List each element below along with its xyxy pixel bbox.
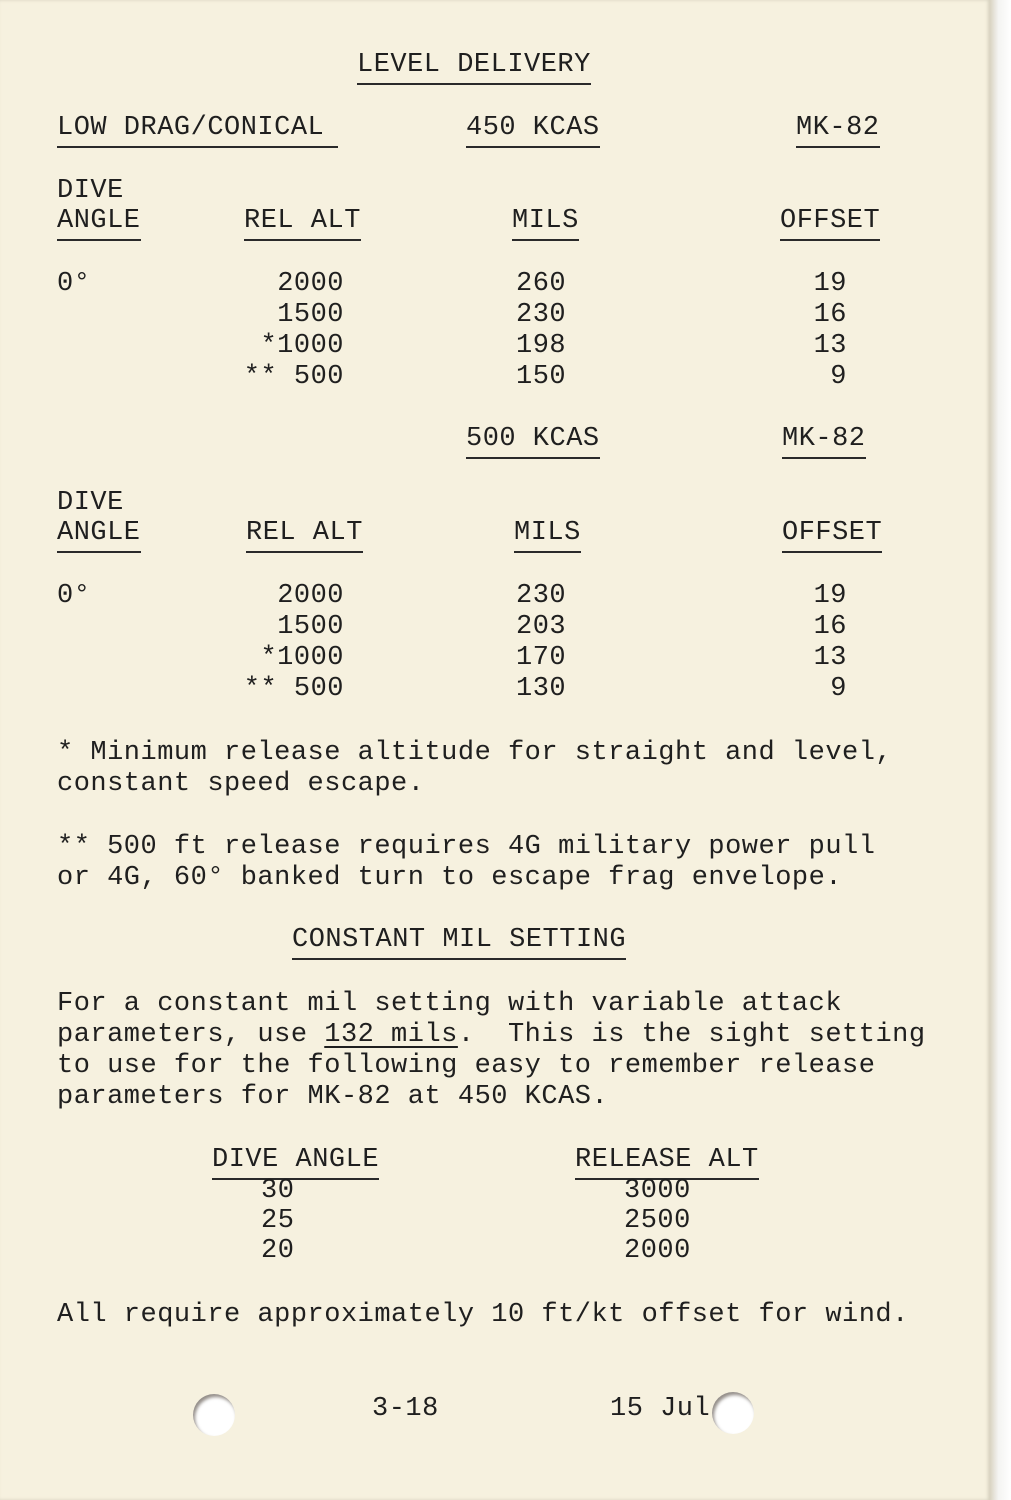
note-minimum-release-line-2: constant speed escape.: [57, 769, 425, 799]
page-number: 3-18: [372, 1394, 439, 1424]
mils-cell: 198: [516, 331, 567, 361]
alt-cell: 2000: [277, 581, 344, 611]
constant-paragraph-line-1: For a constant mil setting with variable attack: [57, 989, 843, 1019]
speed-500-label: 500 KCAS: [466, 424, 600, 459]
col-rel-alt-2: REL ALT: [246, 518, 363, 553]
offset-cell: 16: [813, 300, 847, 330]
paragraph-text: parameters, use: [57, 1020, 325, 1050]
paragraph-text: . This is the sight setting: [457, 1020, 926, 1050]
col-angle-1: ANGLE: [57, 206, 141, 241]
constant-paragraph-line-4: parameters for MK-82 at 450 KCAS.: [57, 1082, 609, 1112]
revision-date: 15 Jul: [610, 1394, 711, 1424]
speed-450-label: 450 KCAS: [466, 113, 600, 148]
col-mils-1: MILS: [512, 206, 579, 241]
alt-cell: *1000: [260, 643, 344, 673]
mils-cell: 203: [516, 612, 567, 642]
dive-cell: 25: [261, 1206, 295, 1236]
offset-cell: 16: [813, 612, 847, 642]
constant-paragraph-line-3: to use for the following easy to remember release: [57, 1051, 876, 1081]
col-dive-angle: DIVE ANGLE: [212, 1145, 379, 1180]
constant-mil-heading: CONSTANT MIL SETTING: [292, 925, 626, 960]
release-cell: 3000: [624, 1176, 691, 1206]
angle-value-2: 0°: [57, 581, 91, 611]
page-edge: [990, 0, 1011, 1500]
dive-cell: 30: [261, 1176, 295, 1206]
alt-cell: 1500: [277, 612, 344, 642]
alt-cell: *1000: [260, 331, 344, 361]
binder-hole-right: [712, 1392, 754, 1434]
alt-cell: ** 500: [243, 362, 344, 392]
alt-cell: 1500: [277, 300, 344, 330]
note-500ft-line-2: or 4G, 60° banked turn to escape frag envelope.: [57, 863, 843, 893]
col-release-alt: RELEASE ALT: [575, 1145, 759, 1180]
angle-value-1: 0°: [57, 269, 91, 299]
weapon-label-1: MK-82: [796, 113, 880, 148]
offset-cell: 9: [830, 362, 847, 392]
col-dive-2: DIVE: [57, 488, 124, 518]
dive-cell: 20: [261, 1236, 295, 1266]
offset-cell: 13: [813, 331, 847, 361]
note-500ft-line-1: ** 500 ft release requires 4G military power pull: [57, 832, 876, 862]
mils-cell: 230: [516, 300, 567, 330]
release-cell: 2000: [624, 1236, 691, 1266]
offset-cell: 9: [830, 674, 847, 704]
mils-cell: 150: [516, 362, 567, 392]
alt-cell: ** 500: [243, 674, 344, 704]
constant-paragraph-line-2: [57, 1020, 926, 1051]
page-title: LEVEL DELIVERY: [357, 50, 591, 85]
offset-cell: 13: [813, 643, 847, 673]
mils-cell: 260: [516, 269, 567, 299]
release-cell: 2500: [624, 1206, 691, 1236]
mils-cell: 230: [516, 581, 567, 611]
binder-hole-left: [193, 1394, 235, 1436]
col-angle-2: ANGLE: [57, 518, 141, 553]
mil-value-highlight: 132 mils: [324, 1020, 458, 1050]
offset-cell: 19: [813, 581, 847, 611]
mils-cell: 170: [516, 643, 567, 673]
col-offset-1: OFFSET: [780, 206, 880, 241]
offset-cell: 19: [813, 269, 847, 299]
config-label: LOW DRAG/CONICAL: [57, 113, 338, 148]
wind-offset-note: All require approximately 10 ft/kt offset for wind.: [57, 1300, 909, 1330]
mils-cell: 130: [516, 674, 567, 704]
weapon-label-2: MK-82: [782, 424, 866, 459]
col-rel-alt-1: REL ALT: [244, 206, 361, 241]
alt-cell: 2000: [277, 269, 344, 299]
col-dive-1: DIVE: [57, 176, 124, 206]
col-offset-2: OFFSET: [782, 518, 882, 553]
col-mils-2: MILS: [514, 518, 581, 553]
note-minimum-release-line-1: * Minimum release altitude for straight and level,: [57, 738, 893, 768]
